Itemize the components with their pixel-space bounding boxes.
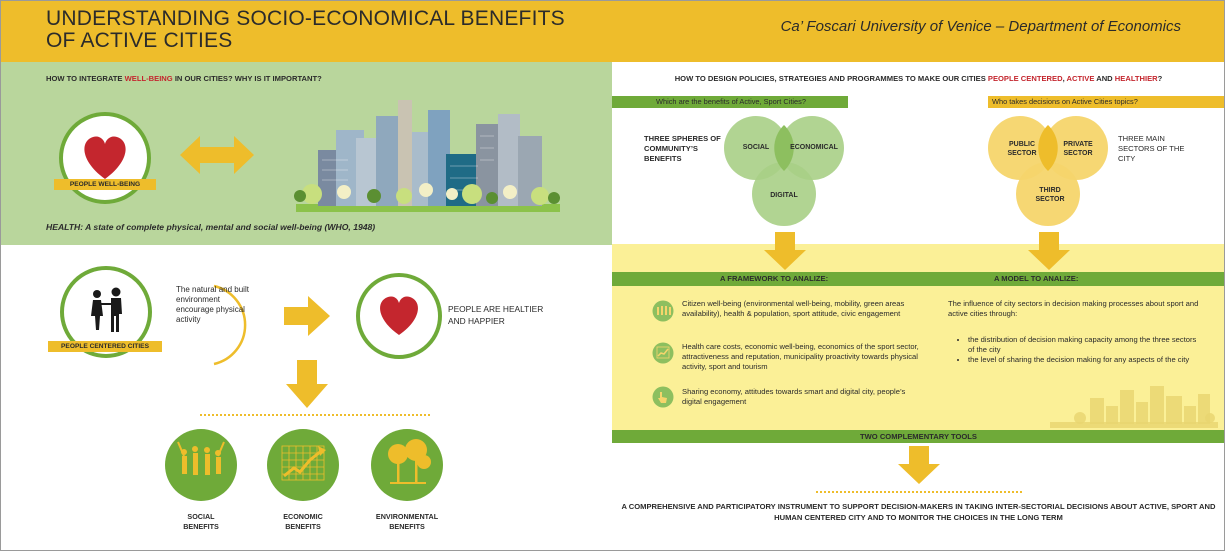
people-icon [652,300,674,322]
down-arrow-icon-2 [764,232,806,270]
framework-item-social: Citizen well-being (environmental well-being, mobility, green areas availability), health & population, sport attitude, civic engagement [682,299,905,318]
spheres-description: THREE SPHERES OF COMMUNITY’S BENEFITS [644,134,721,163]
university-name: Ca’ Foscari University of Venice – Department of Economics [780,18,1181,35]
sectors-venn-diagram [984,110,1114,230]
people-centered-label: PEOPLE CENTERED CITIES [48,341,162,352]
down-arrow-icon [286,360,328,408]
analyze-bar [612,272,1225,286]
model-label: A MODEL TO ANALIZE: [994,274,1079,283]
people-wellbeing-label: PEOPLE WELL-BEING [54,179,156,190]
dotted-divider-2 [816,491,1022,493]
social-benefits-label: SOCIAL BENEFITS [183,512,219,531]
chart-icon [652,342,674,364]
wellbeing-question: HOW TO INTEGRATE WELL-BEING IN OUR CITIES? WHY IS IT IMPORTANT? [46,74,322,83]
healthier-text: PEOPLE ARE HEALTIER AND HAPPIER [448,304,544,326]
title-line-1: UNDERSTANDING SOCIO-ECONOMICAL BENEFITS [46,7,565,30]
city-skyline-icon [292,96,564,214]
framework-label: A FRAMEWORK TO ANALIZE: [720,274,829,283]
double-arrow-icon [180,136,254,174]
framework-item-economic: Health care costs, economic well-being, economics of the sport sector, attractiveness and reputation, municipality proactivity towards physical activity, sport and tourism [682,342,919,371]
social-benefits-icon [164,428,238,502]
environment-text: The natural and built environment encourage physical activity [176,285,249,324]
touch-icon [652,386,674,408]
sector-third: THIRD SECTOR [1035,187,1065,203]
model-intro: The influence of city sectors in decision making processes about sport and active cities through: [948,299,1199,318]
down-arrow-icon-4 [898,446,940,484]
heart-circle-icon-2 [354,271,444,361]
right-arrow-icon [284,296,330,336]
tools-label: TWO COMPLEMENTARY TOOLS [860,432,977,441]
economic-benefits-icon [266,428,340,502]
model-bullets [958,335,1197,365]
environmental-benefits-icon [370,428,444,502]
sector-public: PUBLIC SECTOR [1007,141,1037,157]
environmental-benefits-label: ENVIRONMENTAL BENEFITS [375,512,439,531]
policies-question: HOW TO DESIGN POLICIES, STRATEGIES AND PROGRAMMES TO MAKE OUR CITIES PEOPLE CENTERED, ACTIVE AND HEALTHIER? [674,74,1163,83]
conclusion-text: A COMPREHENSIVE AND PARTICIPATORY INSTRUMENT TO SUPPORT DECISION-MAKERS IN TAKING INTER-SECTORIAL DECISIONS ABOUT ACTIVE, SPORT AND HUMAN CENTERED CITY AND TO MONITOR THE CHOICES IN THE LONG TERM [621,502,1216,522]
health-definition: HEALTH: A state of complete physical, mental and social well-being (WHO, 1948) [46,222,376,232]
benefits-tab: Which are the benefits of Active, Sport Cities? [612,96,848,108]
sectors-description: THREE MAIN SECTORS OF THE CITY [1118,134,1185,163]
title-line-2: OF ACTIVE CITIES [46,29,233,52]
dotted-divider [200,414,430,416]
economic-benefits-label: ECONOMIC BENEFITS [283,512,323,531]
model-bullet-2: • the level of sharing the decision making for any aspects of the city [968,355,1198,365]
sphere-social: SOCIAL [742,144,770,151]
faint-skyline-icon [1050,376,1218,428]
framework-item-digital: Sharing economy, attitudes towards smart and digital city, people’s digital engagement [682,387,906,406]
down-arrow-icon-3 [1028,232,1070,270]
sphere-economical: ECONOMICAL [790,144,838,151]
sector-private: PRIVATE SECTOR [1063,141,1093,157]
sphere-digital: DIGITAL [770,192,798,199]
model-bullet-1: • the distribution of decision making capacity among the three sectors of the city [968,335,1198,355]
spheres-venn-diagram [720,110,850,230]
page-title [46,8,566,52]
heart-circle-icon [58,111,152,205]
decisions-tab: Who takes decisions on Active Cities topics? [988,96,1225,108]
